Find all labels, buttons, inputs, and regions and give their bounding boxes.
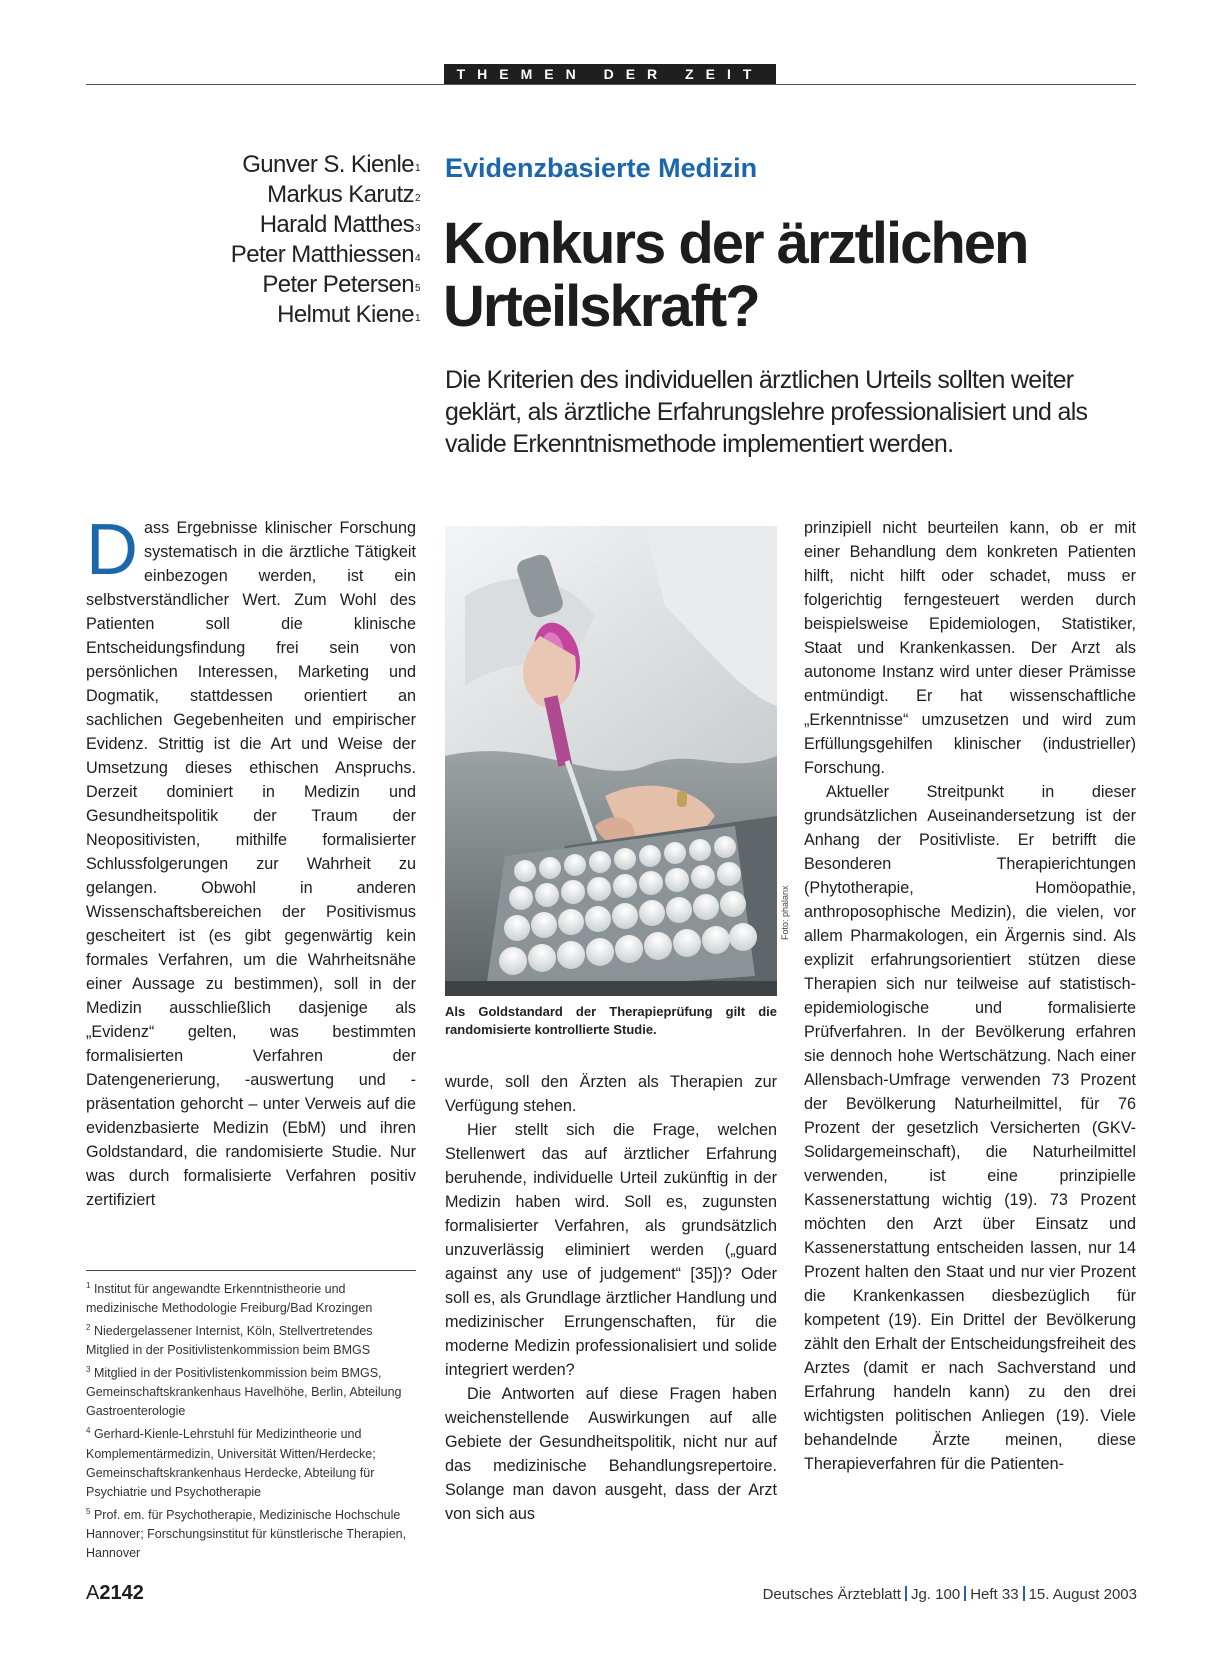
journal-volume: Jg. 100 <box>910 1586 961 1603</box>
journal-info <box>763 1586 1137 1603</box>
article-lead: Die Kriterien des individuellen ärztlichen Urteils sollten weiter geklärt, als ärztliche Erfahrungslehre professionalisiert und als valide Erkenntnismethode implementiert werden. <box>445 366 1088 458</box>
photo-credit: Foto: phalanx <box>780 885 790 940</box>
body-column-2 <box>445 1070 777 1526</box>
header-rule <box>86 84 1136 85</box>
footnote-2: $^2$ Niedergelassener Internist, Köln, Stellvertretendes Mitglied in der Positivlistenkommission beim BMGS <box>86 1323 373 1358</box>
journal-issue: Heft 33 <box>970 1586 1019 1603</box>
author-list <box>150 150 420 330</box>
author-6: Helmut Kiene$^1$ <box>277 301 420 328</box>
footnote-4: $^4$ Gerhard-Kienle-Lehrstuhl für Medizintheorie und Komplementärmedizin, Universität Witten/Herdecke; Gemeinschaftskrankenhaus Herdecke, Abteilung für Psychiatrie und Psychotherapie <box>86 1426 376 1499</box>
body-column-1 <box>86 510 416 1212</box>
page-number: A2142 <box>86 1582 144 1604</box>
journal-name: Deutsches Ärzteblatt <box>762 1586 901 1603</box>
title-line-1: Konkurs der ärztlichen <box>443 211 1028 276</box>
author-2: Markus Karutz$^2$ <box>267 181 420 208</box>
column-2-paragraph-1: wurde, soll den Ärzten als Therapien zur Verfügung stehen. <box>445 1073 777 1115</box>
column-2-paragraph-2: Hier stellt sich die Frage, welchen Stellenwert das auf ärztlicher Erfahrung beruhende, individuelle Urteil zukünftig in der Medizin haben wird. Soll es, zugunsten formalisierter Verfahren, als grundsätzlich unzuverlässig eliminiert werden („guard against any use of judgement“ [35])? Oder soll es, als Grundlage ärztlicher Handlung und medizinischer Errungenschaften, für die moderne Medizin professionalisiert und solide integriert werden? <box>445 1121 777 1379</box>
section-tag: THEMEN DER ZEIT <box>444 64 776 84</box>
footnote-3: $^3$ Mitglied in der Positivlistenkommission beim BMGS, Gemeinschaftskrankenhaus Havelhöhe, Berlin, Abteilung Gastroenterologie <box>86 1365 402 1419</box>
column-2-paragraph-3: Die Antworten auf diese Fragen haben weichenstellende Auswirkungen auf alle Gebiete der Gesundheitspolitik, nicht nur auf das medizinische Behandlungsrepertoire. Solange man davon ausgeht, dass der Arzt von sich aus <box>445 1385 777 1523</box>
column-1-text: ass Ergebnisse klinischer Forschung systematisch in die ärztliche Tätigkeit einbezogen werden, ist ein selbstverständlicher Wert. Zum Wohl des Patienten soll die klinische Entscheidungsfindung frei sein von persönlichen Interessen, Marketing und Dogmatik, stattdessen orientiert an sachlichen Gegebenheiten und empirischer Evidenz. Strittig ist die Art und Weise der Umsetzung dieses ethischen Anspruchs. Derzeit dominiert in Medizin und Gesundheitspolitik der Traum der Neopositivisten, mithilfe formalisierter Schlussfolgerungen zur Wahrheit zu gelangen. Obwohl in anderen Wissenschaftsbereichen der Positivismus gescheitert ist (es gibt gegenwärtig kein formales Verfahren, um die Wahrheitsnähe einer Aussage zu bestimmen), soll in der Medizin ausschließlich dasjenige als „Evidenz“ gelten, was bestimmten formalisierten Verfahren der Datengenerierung, -auswertung und -präsentation gehorcht – unter Verweis auf die evidenzbasierte Medizin (EbM) und ihren Goldstandard, die randomisierte Studie. Nur was durch formalisierte Verfahren positiv zertifiziert <box>86 519 416 1209</box>
lab-photo <box>445 526 777 996</box>
figure-caption: Als Goldstandard der Therapieprüfung gilt die randomisierte kontrollierte Studie. <box>445 1004 777 1037</box>
author-4: Peter Matthiessen$^4$ <box>230 241 420 268</box>
footnotes <box>86 1276 416 1563</box>
column-3-paragraph-2: Aktueller Streitpunkt in dieser grundsätzlichen Auseinandersetzung ist der Anhang der Positivliste. Er betrifft die Besonderen Therapierichtungen (Phytotherapie, Homöopathie, anthroposophische Medizin), die vielen, vor allem Pharmakologen, ein Ärgernis sind. Als explizit erfahrungsorientiert stützen diese Therapien sich nur teilweise auf statistisch-epidemiologische und formalisierte Prüfverfahren. In der Bevölkerung erfahren sie dennoch hohe Wertschätzung. Nach einer Allensbach-Umfrage verwenden 73 Prozent der Bevölkerung Naturheilmittel, für 76 Prozent der gesetzlich Versicherten (GKV-Solidargemeinschaft), die Naturheilmittel verwenden, ist eine prinzipielle Kassenerstattung wichtig (19). 73 Prozent möchten den Arzt über Einsatz und Kassenerstattung entscheiden lassen, nur 14 Prozent halten den Staat und nur vier Prozent die Krankenkassen diesbezüglich für kompetent (19). Ein Drittel der Bevölkerung zählt den Erhalt der Entscheidungsfreiheit des Arztes (damit er nach Sachverstand und Erfahrung handeln kann) zu den drei wichtigsten politischen Anliegen (19). Viele behandelnde Ärzte meinen, diese Therapieverfahren für die Patienten- <box>804 783 1136 1473</box>
article-title <box>443 212 1143 338</box>
drop-cap: D <box>86 510 138 590</box>
journal-date: 15. August 2003 <box>1028 1586 1137 1603</box>
author-1: Gunver S. Kienle$^1$ <box>242 151 420 178</box>
footnote-5: $^5$ Prof. em. für Psychotherapie, Medizinische Hochschule Hannover; Forschungsinstitut für künstlerische Therapien, Hannover <box>86 1506 407 1560</box>
column-3-paragraph-1: prinzipiell nicht beurteilen kann, ob er mit einer Behandlung dem konkreten Patienten hilft, nicht hilft oder schadet, muss er folgerichtig ferngesteuert werden durch beispielsweise Epidemiologen, Statistiker, Staat und Krankenkassen. Der Arzt als autonome Instanz wird unter dieser Prämisse entmündigt. Er hat wissenschaftliche „Erkenntnisse“ umzusetzen und wird zum Erfüllungsgehilfen klinischer (industrieller) Forschung. <box>804 519 1136 777</box>
title-line-2: Urteilskraft? <box>443 274 759 339</box>
author-5: Peter Petersen$^5$ <box>262 271 420 298</box>
author-3: Harald Matthes$^3$ <box>259 211 420 238</box>
body-column-3 <box>804 516 1136 1476</box>
article-kicker: Evidenzbasierte Medizin <box>445 153 758 183</box>
footnote-1: $^1$ Institut für angewandte Erkenntnistheorie und medizinische Methodologie Freiburg/Bad Krozingen <box>86 1281 373 1316</box>
footnote-rule <box>86 1270 416 1271</box>
